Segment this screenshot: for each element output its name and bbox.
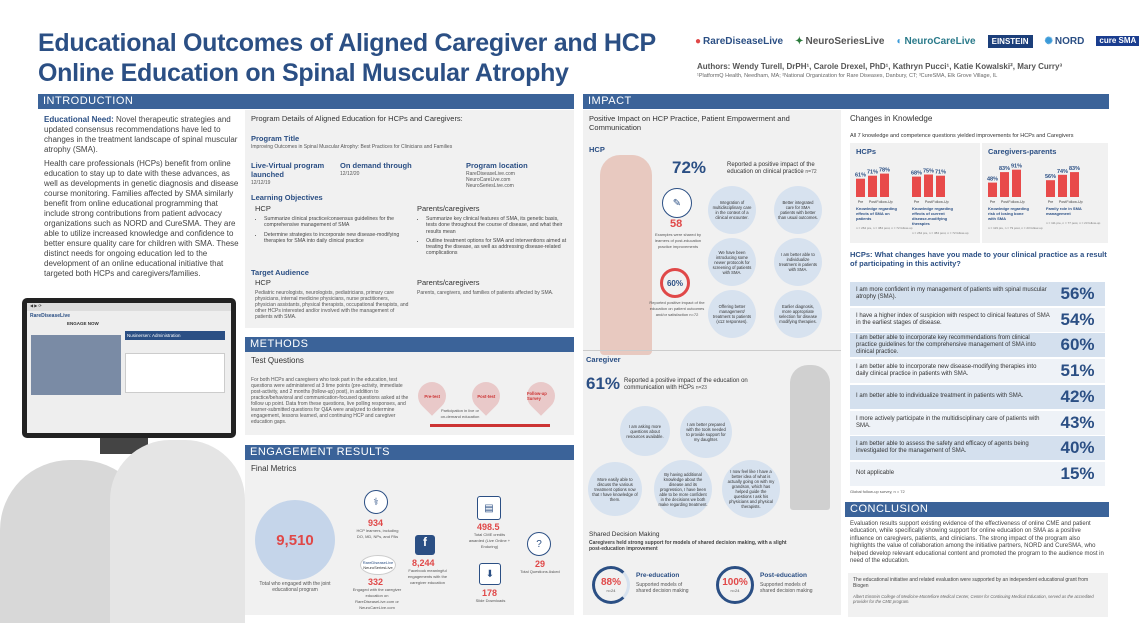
ta-label: Target Audience	[251, 268, 309, 277]
authors: Authors: Wendy Turell, DrPH¹, Carole Drexel, PhD¹, Kathryn Pucci¹, Katie Kowalski², Mary Curry³	[697, 62, 1063, 71]
affiliations: ¹PlatformQ Health, Needham, MA; ²National Organization for Rare Diseases, Danbury, CT; ³CureSMA, Elk Grove Village, IL	[697, 73, 998, 79]
questions-value: 29	[535, 559, 546, 569]
knowledge-bar-label: 91%	[1010, 163, 1023, 170]
logo-einstein: EINSTEIN	[988, 35, 1033, 48]
cg-objectives	[417, 216, 569, 260]
hcp-objective: • Determine strategies to incorporate new disease-modifying therapies for SMA into daily clinical practice	[264, 232, 405, 245]
timeline-line	[430, 424, 550, 427]
hcp-pct: 72%	[672, 158, 707, 177]
impact-cg-label: Caregiver	[586, 355, 621, 364]
knowledge-bar-label: 74%	[1056, 168, 1069, 175]
support-text: The educational initiative and related evaluation were supported by an independent educational grant from Biogen	[853, 577, 1089, 589]
impact-heading: Positive Impact on HCP Practice, Patient Empowerment and Communication	[589, 114, 790, 132]
knowledge-bar	[988, 183, 997, 197]
knowledge-category-label: Pre	[857, 200, 864, 204]
ta-hcp-label: HCP	[255, 278, 271, 287]
cg-bubble: I am asking more questions about resources available.	[620, 406, 670, 456]
logo-bar	[695, 30, 1137, 52]
methods-body: For both HCPs and caregivers who took part in the education, test questions were administered at 3 time points (pre-activity, immediate post-activity, and 2 months (follow-up) post), in addition to practice/behavioral and communication-focused questions asked at the follow up point. Data from these questions, live polling responses, and learner-submitted questions for Q&A were analyzed to determine engagement, lessons learned, and continuing HCP and caregiver education gaps.	[251, 377, 409, 425]
program-title-value: Improving Outcomes in Spinal Muscular Atrophy: Best Practices for Clinicians and Families	[251, 144, 453, 150]
title-line-1: Educational Outcomes of Aligned Caregiver and HCP	[38, 29, 656, 57]
knowledge-chart-title: therapies	[912, 221, 930, 226]
knowledge-category-label: Pre	[1047, 200, 1054, 204]
lo-cg-label: Parents/caregivers	[417, 204, 480, 213]
hcp-objective: • Summarize clinical practice/consensus guidelines for the comprehensive management of SMA	[264, 216, 405, 229]
intro-body: Health care professionals (HCPs) benefit from online education to stay up to date with these advances, as well as developments in genetic diagnosis and disease course monitoring. Families affected by SMA similarly benefit from online educational programming that include strong contributions from patient advocacy organizations such as NORD and CureSMA. They are able to utilize increased knowledge and confidence to better ensure quality care for children with SMA. These distinct needs for ongoing education led to the development of an online educational initiative that targeted both HCPs and caregivers/families.	[44, 159, 239, 278]
location-3: NeuroSeriesLive.com	[466, 183, 514, 189]
pre-value: 88%	[600, 576, 621, 588]
examples-value: 58	[670, 218, 683, 230]
hcp-bubble: I am better able to individualize treatment in patients with SMA.	[774, 238, 822, 286]
knowledge-chart-title: disease-modifying	[912, 216, 948, 221]
knowledge-charts	[850, 155, 1108, 243]
changes-row-text: I am better able to incorporate new disease-modifying therapies into daily clinical practice in patients with SMA.	[856, 364, 1037, 378]
sdm-heading: Shared Decision Making	[589, 531, 660, 538]
knowledge-bar-label: 48%	[986, 176, 999, 183]
changes-row	[850, 462, 1105, 486]
location-2: NeuroCareLive.com	[466, 177, 511, 183]
hcp-label: HCP learners, including DO, MD, NPs, and PAs	[356, 528, 399, 539]
logo-nord: ✺ NORD	[1044, 35, 1085, 47]
ta-cg-label: Parents/caregivers	[417, 278, 480, 287]
screen-poll	[125, 353, 225, 393]
knowledge-chart-note: n = 264 pre, n = 384 post, n = 72 follow-up	[856, 226, 913, 230]
changes-row-pct: 51%	[1060, 361, 1095, 381]
knowledge-chart-title: Knowledge regarding	[988, 206, 1029, 211]
sdm-sub: Caregivers held strong support for models of shared decision making, with a slight post-education improvement	[589, 540, 787, 552]
doctor-icon: ⚕	[364, 490, 388, 514]
hcp-bubble: Integration of multidisciplinary care in the context of a clinical encounter.	[708, 186, 756, 234]
cg-objective: • Summarize key clinical features of SMA, its genetic basis, tests done throughout the course of disease, and what their results mean	[426, 216, 569, 235]
knowledge-chart-title: effects of current	[912, 211, 945, 216]
knowledge-sub: All 7 knowledge and competence questions yielded improvements for HCPs and Caregivers	[850, 133, 1074, 139]
knowledge-category-label: Follow-Up	[1066, 200, 1083, 204]
knowledge-chart-title: effects of SMA on	[856, 211, 890, 216]
knowledge-bar-label: 78%	[878, 167, 891, 174]
knowledge-chart-note: n = 264 pre, n = 384 post, n = 72 follow-up	[912, 231, 969, 235]
knowledge-category-label: Post	[1058, 200, 1067, 204]
screen-title: Nusinersen: Administration	[125, 331, 225, 340]
cg-value: 332	[368, 577, 384, 587]
knowledge-bar-label: 68%	[910, 170, 923, 177]
knowledge-bar	[936, 176, 945, 197]
mini-logo-rdl: RareDiseaseLive	[362, 560, 394, 565]
pre-ring	[592, 566, 630, 604]
pencil-icon: ✎	[662, 188, 692, 218]
monitor-screenshot	[22, 298, 236, 438]
changes-row-pct: 15%	[1060, 463, 1095, 483]
knowledge-hcps-label: HCPs	[856, 147, 877, 156]
fb-label: Facebook meaningful engagements with the caregiver education	[407, 568, 448, 585]
mini-logo-nsl: NeuroSeriesLive	[363, 565, 393, 570]
changes-row-pct: 43%	[1060, 412, 1095, 432]
knowledge-bar	[912, 177, 921, 197]
cg-pct: 61%	[586, 374, 621, 393]
knowledge-category-label: Post	[1000, 200, 1009, 204]
post-label: Post-education	[760, 572, 807, 579]
knowledge-bar	[880, 174, 889, 197]
knowledge-category-label: Post	[868, 200, 877, 204]
knowledge-bar-label: 56%	[1044, 174, 1057, 181]
slides-value: 178	[482, 588, 498, 598]
knowledge-category-label: Follow-Up	[1008, 200, 1025, 204]
poster-title	[38, 28, 658, 88]
total-circle	[255, 500, 335, 580]
program-heading: Program Details of Aligned Education for HCPs and Caregivers:	[251, 114, 463, 123]
knowledge-bar	[1058, 175, 1067, 197]
engagement-banner: ENGAGEMENT RESULTS	[245, 445, 574, 460]
knowledge-chart-title: Knowledge regarding	[912, 206, 953, 211]
pre-n: n=24	[606, 587, 616, 593]
intro-need: Educational Need: Novel therapeutic strategies and updated consensus recommendations have led to changes in the treatment landscape of spinal muscular atrophy (SMA).	[44, 115, 238, 154]
knowledge-bar	[924, 175, 933, 198]
intro-banner: INTRODUCTION	[38, 94, 574, 109]
knowledge-chart-title: management	[1046, 211, 1071, 216]
changes-row-pct: 40%	[1060, 438, 1095, 458]
knowledge-chart-title: Family role in SMA	[1046, 206, 1082, 211]
knowledge-chart-title: Knowledge regarding	[856, 206, 897, 211]
knowledge-category-label: Pre	[913, 200, 920, 204]
location-label: Program location	[466, 161, 528, 170]
cme-value: 498.5	[477, 522, 500, 532]
pin-note: Participation in live or on-demand education	[440, 408, 480, 419]
changes-row	[850, 333, 1105, 357]
question-icon: ?	[527, 532, 551, 556]
changes-row-pct: 42%	[1060, 386, 1095, 406]
doctor-figure	[600, 155, 652, 355]
changes-row-text: I am more confident in my management of patients with spinal muscular atrophy (SMA).	[856, 287, 1047, 300]
knowledge-category-label: Follow-Up	[876, 200, 893, 204]
knowledge-chart-title: patients	[856, 216, 872, 221]
impact-banner: IMPACT	[583, 94, 1109, 109]
lo-label: Learning Objectives	[251, 193, 323, 202]
changes-row	[850, 385, 1105, 409]
location-1: RareDiseaseLive.com	[466, 171, 515, 177]
total-value: 9,510	[276, 531, 314, 549]
hcp-pct-label: Reported a positive impact of the education on clinical practice n=72	[727, 162, 817, 175]
cg-bubble: By having additional knowledge about the disease and its progression, I have been able to be more confident in the decisions we both make regarding treatment.	[654, 460, 712, 518]
changes-row-text: I am better able to assess the safety and efficacy of agents being investigated for the management of SMA.	[856, 441, 1029, 455]
pin-pre-test: Pre-test	[412, 376, 452, 416]
ta-cg-text: Parents, caregivers, and families of patients affected by SMA.	[417, 290, 554, 296]
changes-row	[850, 411, 1105, 435]
cg-pct-label: Reported a positive impact of the education on communication with HCPs n=23	[624, 378, 748, 391]
title-line-2: Online Education on Spinal Muscular Atrophy	[38, 59, 569, 87]
knowledge-bar	[1046, 180, 1055, 197]
knowledge-bar-label: 71%	[866, 169, 879, 176]
changes-heading: HCPs: What changes have you made to your clinical practice as a result of participating in this activity?	[850, 250, 1107, 268]
hcp-bubble: We have been introducing some newer protocols for screening of patients with SMA.	[708, 238, 756, 286]
demand-date: 12/12/20	[340, 171, 360, 177]
cg-objective: • Outline treatment options for SMA and interventions aimed at treating the disease, as well as addressing disease-related complications	[426, 238, 569, 257]
changes-row-text: I have a higher index of suspicion with respect to clinical features of SMA in the earliest stages of disease.	[856, 312, 1050, 326]
cg-bubble: More easily able to discuss the various treatment options now that I have knowledge of them.	[588, 462, 642, 516]
knowledge-bar-label: 71%	[934, 169, 947, 176]
ta-hcp-text: Pediatric neurologists, neurologists, pediatricians, primary care physicians, internal medicine physicians, nurse practitioners, physician assistants, physical therapists, occupational therapists, and other HCPs interested and/or involved with the management of patients with SMA.	[255, 290, 409, 320]
post-ring	[716, 566, 754, 604]
knowledge-chart-note: n = 111 pre, n = 77 post, n = 23 follow-up	[1046, 221, 1101, 225]
live-label: Live-Virtual program launched	[251, 161, 325, 179]
knowledge-bar-label: 61%	[854, 172, 867, 179]
changes-row-text: I am better able to individualize treatment in patients with SMA.	[856, 393, 1024, 400]
changes-note: Global follow-up survey, n = 72	[850, 489, 905, 494]
caregiver-figure	[790, 365, 830, 510]
knowledge-bar-label: 75%	[922, 168, 935, 175]
knowledge-heading: Changes in Knowledge	[850, 114, 933, 123]
knowledge-bar	[1012, 170, 1021, 197]
slides-label: Slide Downloads	[475, 598, 506, 603]
program-title-label: Program Title	[251, 134, 300, 143]
knowledge-category-label: Post	[924, 200, 933, 204]
post-value: 100%	[722, 576, 748, 588]
live-date: 12/12/19	[251, 180, 271, 186]
cg-label: Engaged with the caregiver education on RareDiseaseLive.com or NeuroCareLive.com	[352, 587, 402, 610]
methods-heading: Test Questions	[251, 356, 304, 365]
pre-label: Pre-education	[636, 572, 680, 579]
logo-curesma: cure SMA	[1096, 36, 1139, 46]
post-n: n=24	[730, 587, 740, 593]
location-list	[466, 171, 515, 189]
screen-heading: ENGAGE NOW	[67, 321, 99, 326]
certificate-icon: ▤	[477, 496, 501, 520]
impact-divider	[583, 350, 841, 351]
download-icon: ⬇	[479, 563, 501, 585]
engagement-heading: Final Metrics	[251, 464, 297, 473]
screen-site: RareDiseaseLive	[30, 313, 71, 319]
accreditation-text: Albert Einstein College of Medicine-Montefiore Medical Center, Center for Continuing Medical Education, served as the accredited provider for the CME program.	[853, 594, 1094, 604]
knowledge-bar	[856, 179, 865, 197]
demand-label: On demand through	[340, 161, 412, 170]
browser-bar: ◀ ▶ ⟳	[27, 303, 231, 311]
post-desc: Supported models of shared decision making	[760, 582, 813, 594]
knowledge-bar-label: 83%	[998, 166, 1011, 173]
logo-neurocarelive: ◐ NeuroCareLive	[896, 35, 976, 47]
pin-follow-up: Follow-up Survey	[521, 376, 561, 416]
knowledge-chart-title: with SMA	[988, 216, 1006, 221]
hcp-objectives	[255, 216, 405, 247]
cg-bubble: I now feel like I have a better idea of what is actually going on with my grandson, which has helped guide the questions I ask his physicians and physical therapists.	[722, 460, 780, 518]
fb-value: 8,244	[412, 558, 435, 568]
changes-row-text: I am better able to incorporate key recommendations from clinical practice guidelines for the comprehensive management of SMA into clinical practice.	[856, 334, 1036, 355]
changes-row-pct: 60%	[1060, 335, 1095, 355]
facebook-icon: f	[415, 535, 435, 555]
knowledge-bar	[1000, 172, 1009, 197]
knowledge-chart-title: risk of losing bone	[988, 211, 1024, 216]
cg-bubble: I am better prepared with the tools needed to provide support for my daughter.	[680, 406, 732, 458]
cme-label: Total CME credits awarded (Live Online + Enduring)	[468, 532, 511, 549]
screen-video	[31, 335, 121, 395]
mini-logos	[360, 555, 396, 575]
logo-rarediseaselive: ● RareDiseaseLive	[695, 35, 784, 47]
knowledge-bar	[1070, 172, 1079, 197]
examples-label: Examples were shared by learners of post-education practice improvements	[654, 232, 702, 249]
conclusion-banner: CONCLUSION	[845, 502, 1109, 517]
knowledge-category-label: Follow-Up	[932, 200, 949, 204]
changes-row	[850, 308, 1105, 332]
questions-label: Total Questions Asked	[520, 569, 560, 574]
knowledge-chart-note: n = 119 pre, n = 79 post, n = 23 follow-up	[988, 226, 1043, 230]
changes-row	[850, 436, 1105, 460]
knowledge-category-label: Pre	[989, 200, 996, 204]
hcp-bubble: Better integrated care for SMA patients with better than usual outcomes.	[774, 186, 822, 234]
lo-hcp-label: HCP	[255, 204, 271, 213]
changes-row-text: I more actively participate in the multidisciplinary care of patients with SMA.	[856, 415, 1040, 429]
pin-post-test: Post-test	[466, 376, 506, 416]
changes-row	[850, 282, 1105, 306]
sixty-ring: 60%	[660, 268, 690, 298]
hcp-bubble: Offering better management/ treatment to patients (x12 responses).	[708, 290, 756, 338]
pre-desc: Supported models of shared decision making	[636, 582, 689, 594]
changes-row-text: Not applicable	[856, 470, 895, 477]
conclusion-body: Evaluation results support existing evidence of the effectiveness of online CME and patient education, while specifically showing support for online education on SMA as a positive influence on caregivers, patients, and clinicians. The strong impact of the program also highlights the value of collaboration among the initiative partners, NORD and CureSMA, who helped develop relevant educational content and promoted the program to the audience most in need of the education.	[850, 521, 1104, 565]
knowledge-bar-label: 83%	[1068, 166, 1081, 173]
impact-hcp-label: HCP	[589, 145, 605, 154]
hcp-bubble: Earlier diagnosis, more appropriate selection for disease modifying therapies.	[774, 290, 822, 338]
methods-banner: METHODS	[245, 337, 574, 352]
hcp-value: 934	[368, 518, 384, 528]
logo-neuroserieslive: ✦ NeuroSeriesLive	[795, 35, 885, 47]
changes-row	[850, 359, 1105, 383]
knowledge-bar	[868, 176, 877, 197]
changes-row-pct: 56%	[1060, 284, 1095, 303]
knowledge-cg-label: Caregivers-parents	[988, 147, 1057, 156]
woman-photo	[110, 440, 245, 623]
changes-row-pct: 54%	[1060, 309, 1095, 329]
total-label: Total who engaged with the joint educational program	[259, 581, 331, 593]
sixty-label: Reported positive impact of the education on patient outcomes and/or satisfaction n=72	[649, 300, 705, 317]
